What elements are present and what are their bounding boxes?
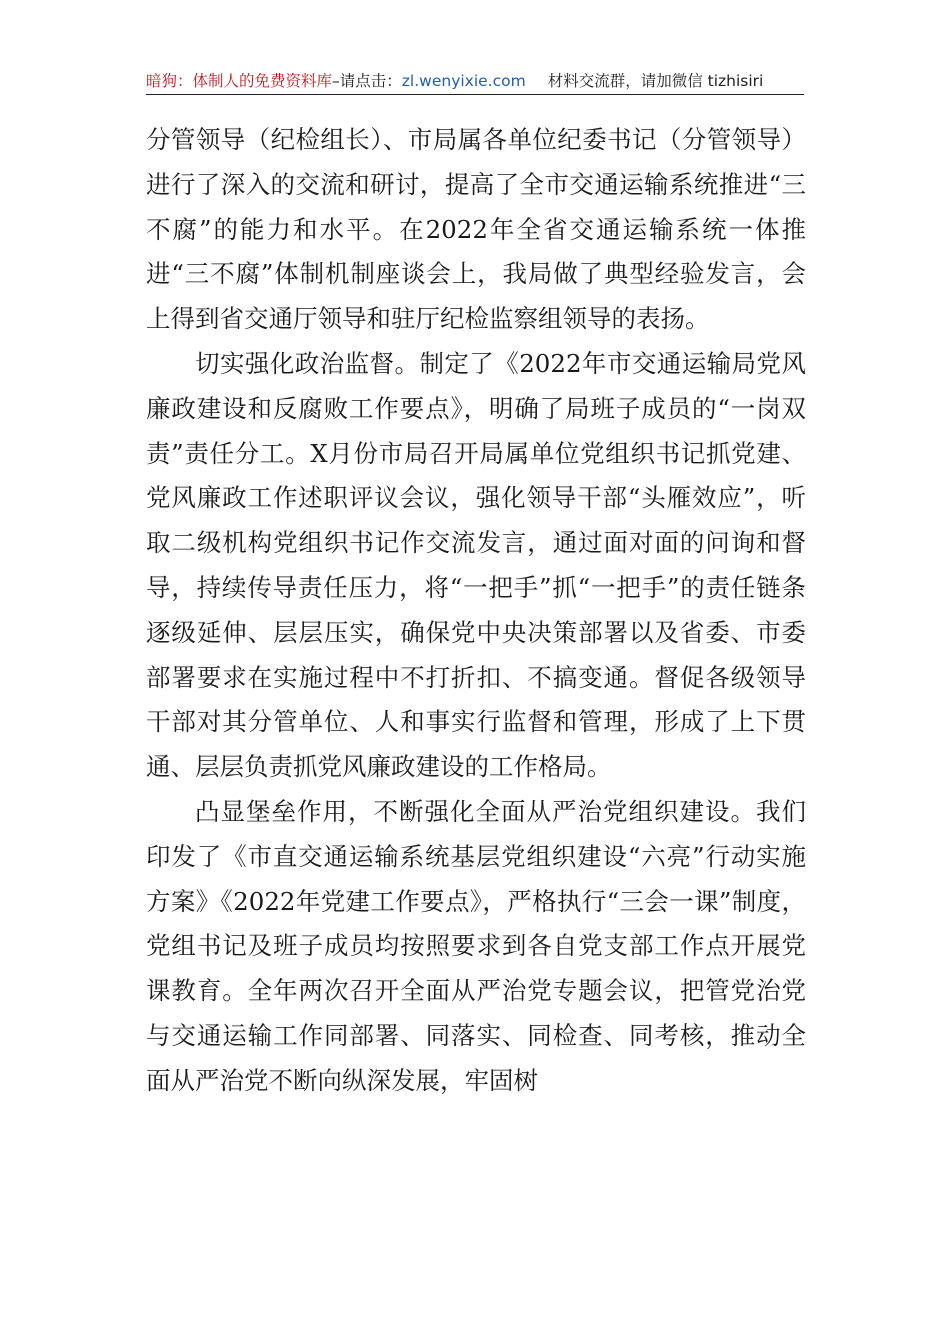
header-brand: 暗狗：体制人的免费资料库	[146, 72, 333, 90]
header-group-text: 材料交流群，请加微信 tizhisiri	[547, 72, 764, 90]
paragraph-3: 凸显堡垒作用，不断强化全面从严治党组织建设。我们印发了《市直交通运输系统基层党组织建设“六亮”行动实施方案》《2022年党建工作要点》，严格执行“三会一课”制度，党组书记及班子成员均按照要求到各自党支部工作点开展党课教育。全年两次召开全面从严治党专题会议，把管党治党与交通运输工作同部署、同落实、同检查、同考核，推动全面从严治党不断向纵深发展，牢固树	[146, 796, 806, 1095]
header-url-link[interactable]: zl.wenyixie.com	[401, 72, 526, 90]
document-body	[146, 118, 806, 1104]
paragraph-1: 分管领导（纪检组长）、市局属各单位纪委书记（分管领导）进行了深入的交流和研讨，提高了全市交通运输系统推进“三不腐”的能力和水平。在2022年全省交通运输系统一体推进“三不腐”体制机制座谈会上，我局做了典型经验发言，会上得到省交通厅领导和驻厅纪检监察组领导的表扬。	[146, 125, 806, 334]
header-click-label: –请点击：	[332, 72, 402, 90]
paragraph-2: 切实强化政治监督。制定了《2022年市交通运输局党风廉政建设和反腐败工作要点》，明确了局班子成员的“一岗双责”责任分工。X月份市局召开局属单位党组织书记抓党建、党风廉政工作述职评议会议，强化领导干部“头雁效应”，听取二级机构党组织书记作交流发言，通过面对面的问询和督导，持续传导责任压力，将“一把手”抓“一把手”的责任链条逐级延伸、层层压实，确保党中央决策部署以及省委、市委部署要求在实施过程中不打折扣、不搞变通。督促各级领导干部对其分管单位、人和事实行监督和管理，形成了上下贯通、层层负责抓党风廉政建设的工作格局。	[146, 348, 806, 782]
page-header	[146, 68, 804, 95]
